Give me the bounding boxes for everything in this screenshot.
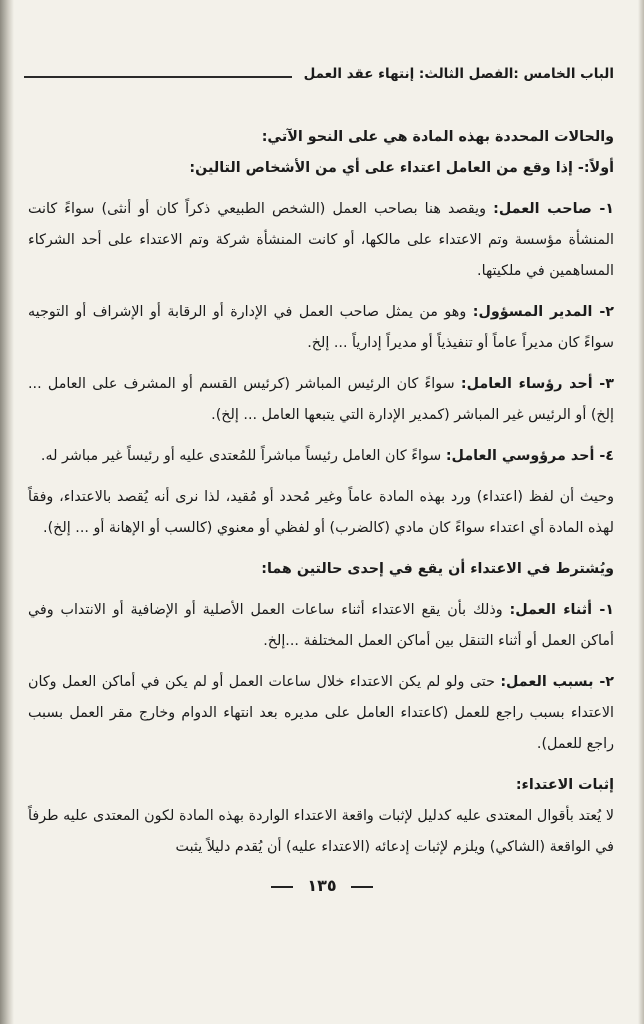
second-heading: ويُشترط في الاعتداء أن يقع في إحدى حالتين هما: bbox=[261, 561, 614, 577]
item-lead: ٢- المدير المسؤول: bbox=[472, 304, 614, 320]
item-text: حتى ولو لم يكن الاعتداء خلال ساعات العمل أو لم يكن في أماكن العمل وكان الاعتداء بسبب راجع للعمل (كاعتداء العامل على مديره بعد انتهاء الدوام وخارج مقر العمل بسبب راجع للعمل). bbox=[28, 674, 614, 752]
item-because-of-work bbox=[28, 667, 614, 760]
item-lead: ١- أثناء العمل: bbox=[509, 602, 614, 618]
paragraph-proof: لا يُعتد بأقوال المعتدى عليه كدليل لإثبات واقعة الاعتداء الواردة بهذه المادة لكون المعتدى عليه طرفاً في الواقعة (الشاكي) ويلزم لإثبات إدعائه (الاعتداء عليه) أن يُقدم دليلاً يثبت bbox=[28, 808, 614, 855]
item-supervisor bbox=[28, 369, 614, 431]
paragraph-assault-definition: وحيث أن لفظ (اعتداء) ورد بهذه المادة عاماً وغير مُحدد أو مُقيد، لذا نرى أنه يُقصد بالاعتداء، وفقاً لهذه المادة أي اعتداء سواءً كان مادي (كالضرب) أو لفظي أو معنوي (كالسب أو الإهانة أو ... إلخ). bbox=[28, 489, 614, 536]
item-text: وذلك بأن يقع الاعتداء أثناء ساعات العمل الأصلية أو الإضافية أو الانتداب وفي أماكن العمل أو أثناء التنقل بين أماكن العمل المختلفة ...إلخ. bbox=[28, 602, 614, 649]
page-number: ١٣٥ bbox=[307, 876, 337, 895]
footer-dash-left bbox=[271, 886, 293, 888]
footer-dash-right bbox=[351, 886, 373, 888]
item-manager bbox=[28, 297, 614, 359]
item-text: وهو من يمثل صاحب العمل في الإدارة أو الرقابة أو الإشراف أو التوجيه سواءً كان مديراً عاماً أو تنفيذياً أو مديراً إدارياً ... إلخ. bbox=[28, 304, 614, 351]
item-text: ويقصد هنا بصاحب العمل (الشخص الطبيعي ذكراً كان أو أنثى) سواءً كانت المنشأة مؤسسة وتم الاعتداء على مالكها، أو كانت المنشأة شركة وتم الاعتداء على أحد الشركاء المساهمين في ملكيتها. bbox=[28, 201, 614, 279]
item-lead: ٢- بسبب العمل: bbox=[500, 674, 614, 690]
item-during-work bbox=[28, 595, 614, 657]
item-text: سواءً كان العامل رئيساً مباشراً للمُعتدى عليه أو رئيساً غير مباشر له. bbox=[40, 448, 446, 464]
header-rule bbox=[24, 76, 292, 78]
page-binding-shadow bbox=[0, 0, 14, 1024]
first-heading: أولاً:- إذا وقع من العامل اعتداء على أي من الأشخاص التالين: bbox=[189, 160, 614, 176]
third-heading: إثبات الاعتداء: bbox=[515, 777, 614, 793]
page-content bbox=[28, 122, 614, 863]
running-header bbox=[24, 60, 614, 88]
header-title: الباب الخامس :الفصل الثالث: إنتهاء عقد العمل bbox=[303, 66, 614, 82]
item-lead: ٣- أحد رؤساء العامل: bbox=[460, 376, 614, 392]
item-lead: ١- صاحب العمل: bbox=[493, 201, 614, 217]
item-lead: ٤- أحد مرؤوسي العامل: bbox=[445, 448, 614, 464]
page-footer bbox=[0, 876, 644, 895]
item-subordinate bbox=[28, 441, 614, 472]
page-edge-shadow bbox=[638, 0, 644, 1024]
item-text: سواءً كان الرئيس المباشر (كرئيس القسم أو المشرف على العامل ... إلخ) أو الرئيس غير المباشر (كمدير الإدارة التي يتبعها العامل ... إلخ). bbox=[28, 376, 614, 423]
intro-line: والحالات المحددة بهذه المادة هي على النحو الآتي: bbox=[261, 129, 614, 145]
item-employer bbox=[28, 194, 614, 287]
